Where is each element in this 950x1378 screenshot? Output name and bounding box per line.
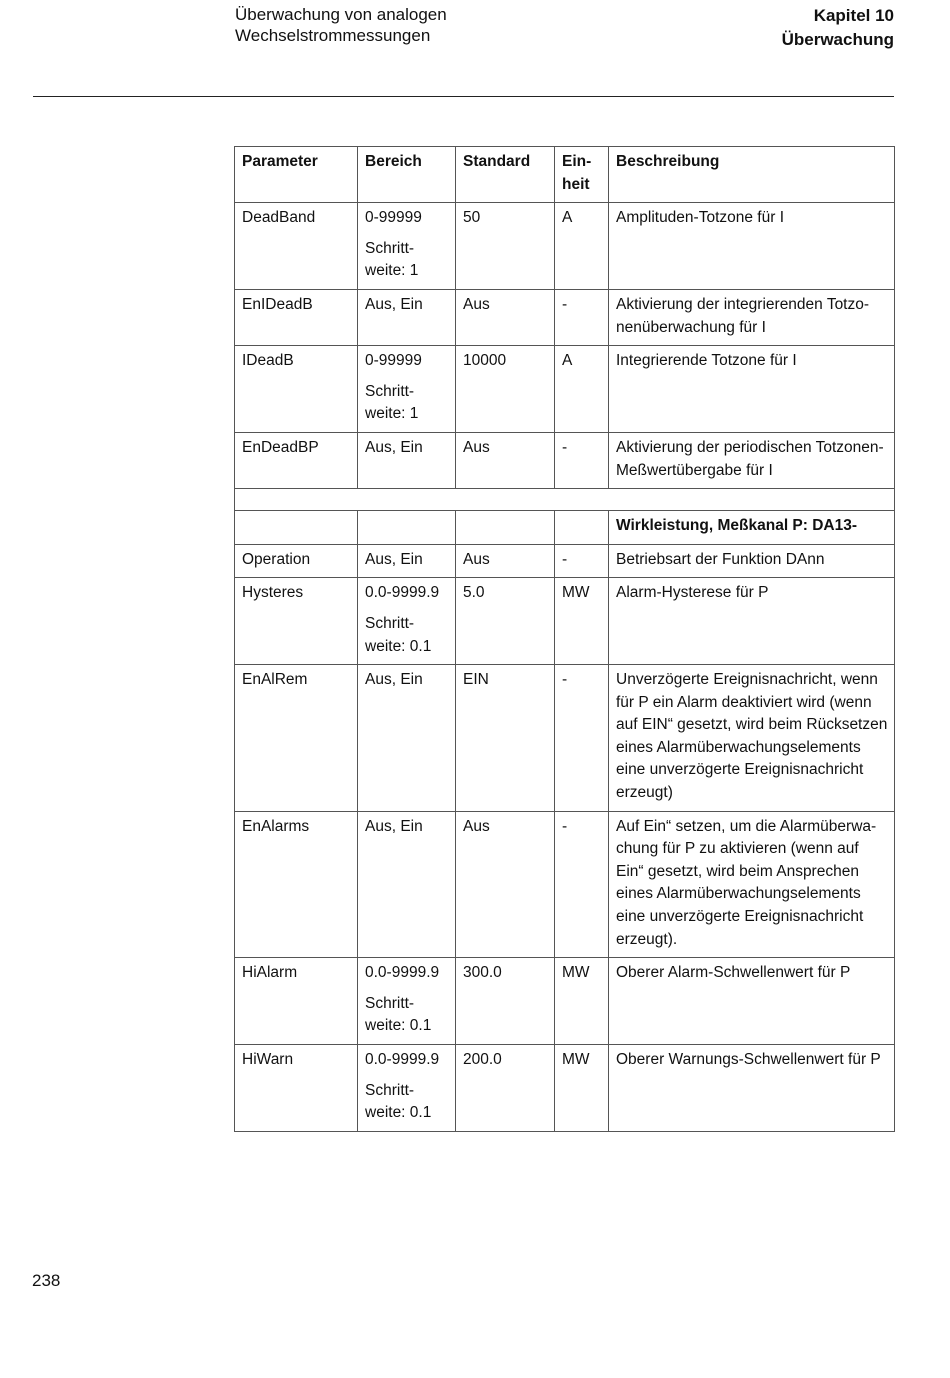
running-header-chapter bbox=[782, 4, 894, 52]
column-header-range: Bereich bbox=[358, 147, 456, 203]
param-range: 0-99999 bbox=[365, 209, 422, 227]
param-name: HiAlarm bbox=[235, 958, 358, 1045]
table-row bbox=[235, 958, 895, 1045]
empty-cell bbox=[555, 511, 609, 545]
table-row bbox=[235, 811, 895, 958]
table-row bbox=[235, 544, 895, 578]
table-row bbox=[235, 346, 895, 433]
header-title-line-1: Überwachung von analogen bbox=[235, 5, 447, 24]
param-description: Auf Ein“ setzen, um die Alarmüberwa- chung für P zu aktivieren (wenn auf Ein“ gesetzt, wird beim Ansprechen eines Alarmüberwachungselements eine unverzögerte Ereignisnachricht erzeugt). bbox=[609, 811, 895, 958]
param-unit: MW bbox=[555, 578, 609, 665]
param-default: EIN bbox=[456, 665, 555, 812]
param-name: Hysteres bbox=[235, 578, 358, 665]
param-range-cell bbox=[358, 578, 456, 665]
param-range-cell bbox=[358, 1045, 456, 1132]
param-default: 10000 bbox=[456, 346, 555, 433]
param-default: 5.0 bbox=[456, 578, 555, 665]
spacer-row bbox=[235, 489, 895, 511]
param-step: Schritt- weite: 0.1 bbox=[365, 994, 432, 1035]
table-row bbox=[235, 289, 895, 345]
spacer-cell bbox=[235, 489, 895, 511]
running-header-title bbox=[235, 4, 447, 46]
param-name: IDeadB bbox=[235, 346, 358, 433]
param-range-cell bbox=[358, 346, 456, 433]
param-default: Aus bbox=[456, 432, 555, 488]
param-name: EnAlarms bbox=[235, 811, 358, 958]
empty-cell bbox=[358, 511, 456, 545]
param-name: EnIDeadB bbox=[235, 289, 358, 345]
chapter-number: Kapitel 10 bbox=[813, 6, 894, 25]
param-range: Aus, Ein bbox=[358, 432, 456, 488]
param-default: Aus bbox=[456, 811, 555, 958]
table-row bbox=[235, 665, 895, 812]
param-unit: A bbox=[555, 346, 609, 433]
param-name: EnDeadBP bbox=[235, 432, 358, 488]
param-description: Alarm-Hysterese für P bbox=[609, 578, 895, 665]
param-range: 0.0-9999.9 bbox=[365, 964, 440, 982]
section-row bbox=[235, 511, 895, 545]
param-default: 50 bbox=[456, 203, 555, 290]
param-step: Schritt- weite: 0.1 bbox=[365, 1081, 432, 1122]
param-description: Aktivierung der periodischen Totzonen- Meßwertübergabe für I bbox=[609, 432, 895, 488]
column-header-parameter: Parameter bbox=[235, 147, 358, 203]
param-name: DeadBand bbox=[235, 203, 358, 290]
param-range: Aus, Ein bbox=[358, 289, 456, 345]
param-unit: MW bbox=[555, 1045, 609, 1132]
section-title: Wirkleistung, Meßkanal P: DA13- bbox=[609, 511, 895, 545]
table-row bbox=[235, 578, 895, 665]
parameter-table bbox=[234, 146, 895, 1132]
param-unit: - bbox=[555, 665, 609, 812]
header-rule bbox=[33, 96, 894, 97]
table-header-row bbox=[235, 147, 895, 203]
table-row bbox=[235, 432, 895, 488]
param-step: Schritt- weite: 1 bbox=[365, 382, 419, 423]
param-name: HiWarn bbox=[235, 1045, 358, 1132]
param-description: Betriebsart der Funktion DAnn bbox=[609, 544, 895, 578]
param-description: Aktivierung der integrierenden Totzo- nenüberwachung für I bbox=[609, 289, 895, 345]
param-default: Aus bbox=[456, 289, 555, 345]
param-name: Operation bbox=[235, 544, 358, 578]
param-description: Oberer Warnungs-Schwellenwert für P bbox=[609, 1045, 895, 1132]
empty-cell bbox=[456, 511, 555, 545]
table-row bbox=[235, 203, 895, 290]
column-header-default: Standard bbox=[456, 147, 555, 203]
param-unit: - bbox=[555, 289, 609, 345]
header-title-line-2: Wechselstrommessungen bbox=[235, 26, 431, 45]
param-description: Integrierende Totzone für I bbox=[609, 346, 895, 433]
empty-cell bbox=[235, 511, 358, 545]
param-unit: A bbox=[555, 203, 609, 290]
param-name: EnAlRem bbox=[235, 665, 358, 812]
param-range: Aus, Ein bbox=[358, 544, 456, 578]
page-number: 238 bbox=[32, 1271, 61, 1290]
chapter-title: Überwachung bbox=[781, 30, 894, 49]
param-description: Unverzögerte Ereignisnachricht, wenn für P ein Alarm deaktiviert wird (wenn auf EIN“ gesetzt, wird beim Rücksetzen eines Alarmüberwachungselements eine unverzögerte Ereignisnachricht erzeugt) bbox=[609, 665, 895, 812]
param-default: 200.0 bbox=[456, 1045, 555, 1132]
param-unit: - bbox=[555, 544, 609, 578]
param-range: 0.0-9999.9 bbox=[365, 584, 440, 602]
param-step: Schritt- weite: 1 bbox=[365, 239, 419, 280]
param-range: Aus, Ein bbox=[358, 665, 456, 812]
param-range: Aus, Ein bbox=[358, 811, 456, 958]
column-header-description: Beschreibung bbox=[609, 147, 895, 203]
column-header-unit: Ein- heit bbox=[555, 147, 609, 203]
param-range-cell bbox=[358, 958, 456, 1045]
param-range: 0.0-9999.9 bbox=[365, 1051, 440, 1068]
param-range: 0-99999 bbox=[365, 352, 422, 370]
param-step: Schritt- weite: 0.1 bbox=[365, 614, 432, 655]
param-unit: MW bbox=[555, 958, 609, 1045]
param-description: Amplituden-Totzone für I bbox=[609, 203, 895, 290]
table-row bbox=[235, 1045, 895, 1132]
param-default: 300.0 bbox=[456, 958, 555, 1045]
param-unit: - bbox=[555, 432, 609, 488]
param-description: Oberer Alarm-Schwellenwert für P bbox=[609, 958, 895, 1045]
param-default: Aus bbox=[456, 544, 555, 578]
param-unit: - bbox=[555, 811, 609, 958]
param-range-cell bbox=[358, 203, 456, 290]
